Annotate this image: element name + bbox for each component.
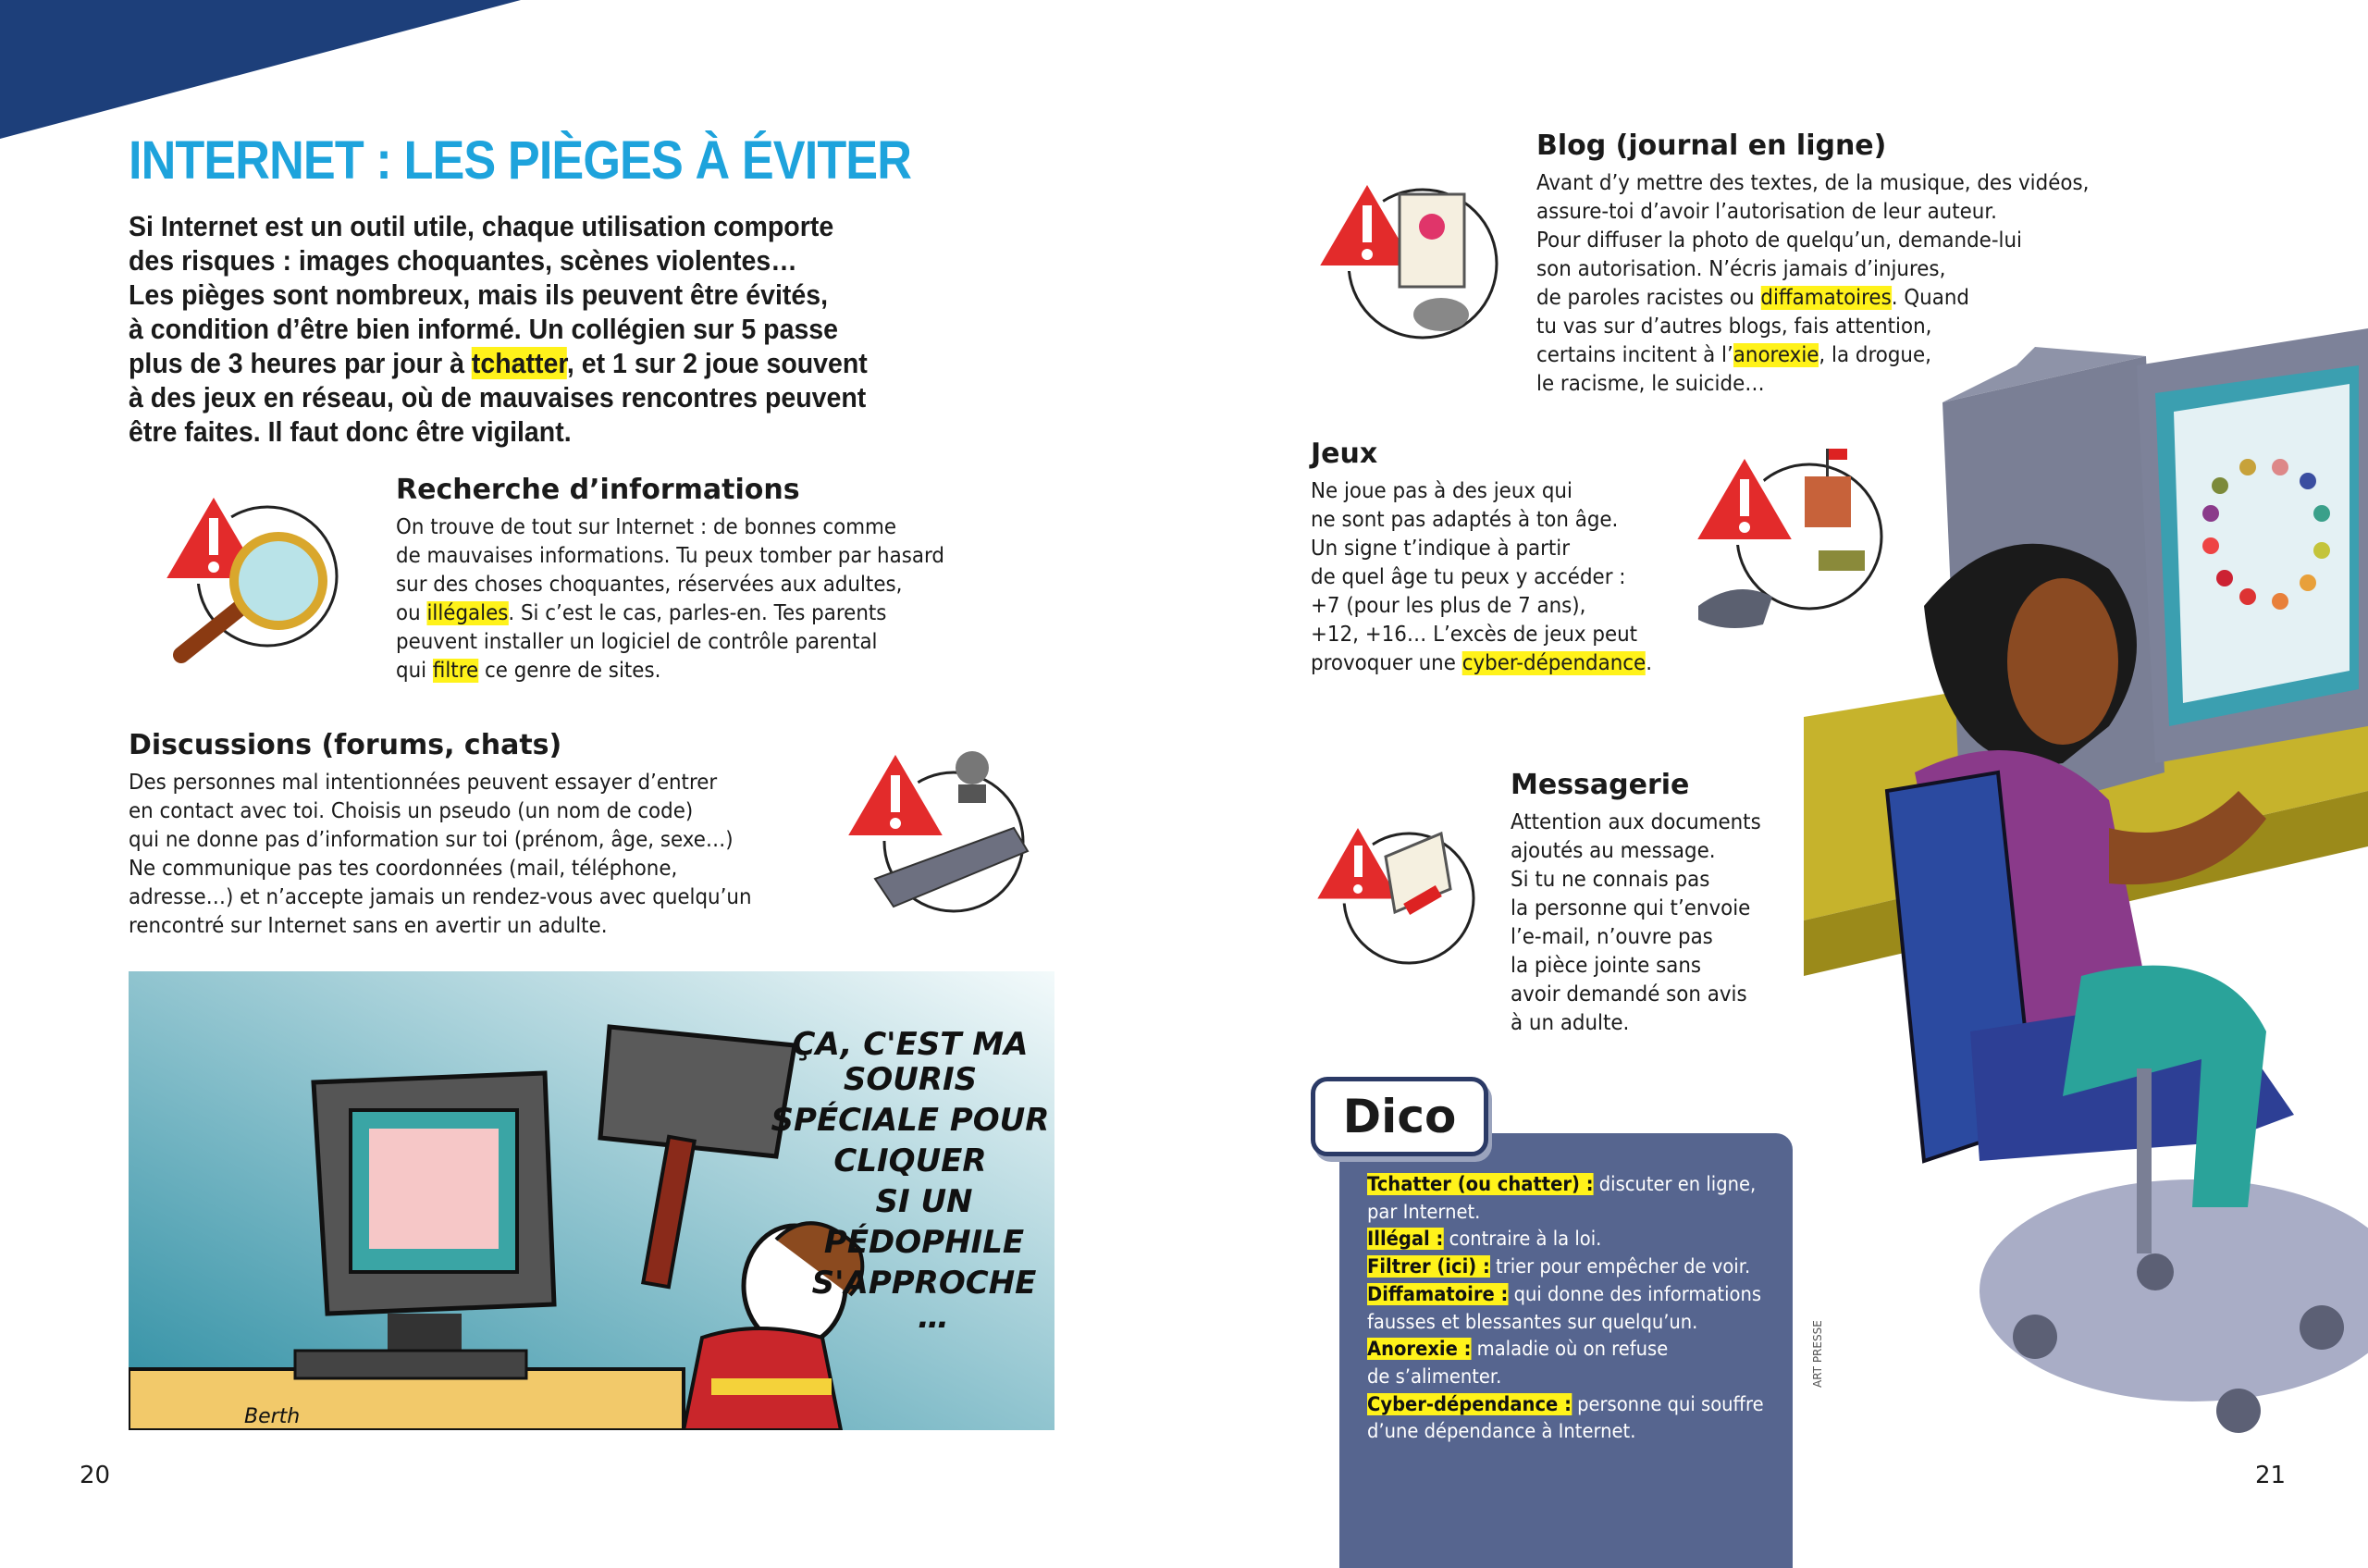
- glossary-term: Illégal :: [1367, 1228, 1444, 1251]
- glossary-entry: [1367, 1391, 1764, 1419]
- text-line: [1311, 477, 1652, 506]
- text-segment: être faites. Il faut donc être vigilant.: [129, 415, 572, 448]
- text-line: [129, 209, 868, 243]
- text-messagerie: [1511, 809, 1761, 1038]
- text-segment: ajoutés au message.: [1511, 839, 1716, 863]
- text-line: [1311, 592, 1652, 621]
- glossary-entry: [1367, 1253, 1755, 1281]
- text-line: [1536, 227, 2089, 255]
- glossary-entry: [1367, 1171, 1755, 1199]
- text-segment: la pièce jointe sans: [1511, 954, 1702, 978]
- glossary-definition: trier pour empêcher de voir.: [1489, 1255, 1751, 1278]
- text-line: [1536, 198, 2089, 227]
- glossary-term: Tchatter (ou chatter) :: [1367, 1173, 1594, 1195]
- highlighted-term: tchatter: [471, 347, 567, 379]
- text-segment: avoir demandé son avis: [1511, 982, 1747, 1006]
- glossary-definition: qui donne des informations: [1508, 1282, 1762, 1305]
- text-line: [1511, 895, 1761, 923]
- heading-messagerie: Messagerie: [1511, 769, 1690, 801]
- text-segment: le racisme, le suicide…: [1536, 372, 1765, 396]
- photo-credit: ART PRESSE: [1811, 1320, 1824, 1388]
- text-line: [129, 380, 868, 414]
- glossary-definition-cont: de s’alimenter.: [1367, 1364, 1502, 1388]
- text-segment: , la drogue,: [1819, 343, 1931, 367]
- heading-blog: Blog (journal en ligne): [1536, 130, 1887, 162]
- text-segment: assure-toi d’avoir l’autorisation de leur auteur.: [1536, 200, 1997, 224]
- highlighted-term: anorexie: [1733, 343, 1819, 367]
- speech-line: CLIQUER: [833, 1142, 987, 1179]
- speech-line: SI UN: [875, 1183, 973, 1220]
- text-line: [1511, 809, 1761, 837]
- warning-journal-icon: [1312, 176, 1506, 352]
- text-line: [396, 628, 944, 657]
- text-segment: à des jeux en réseau, où de mauvaises rencontres peuvent: [129, 381, 867, 414]
- text-line: [396, 513, 944, 542]
- text-segment: des risques : images choquantes, scènes violentes…: [129, 244, 797, 277]
- cartoon-signature: Berth: [244, 1405, 301, 1428]
- glossary-term: Filtrer (ici) :: [1367, 1255, 1490, 1278]
- text-segment: de quel âge tu peux y accéder :: [1311, 565, 1626, 589]
- text-segment: Avant d’y mettre des textes, de la musique, des vidéos,: [1536, 171, 2090, 195]
- text-segment: +7 (pour les plus de 7 ans),: [1311, 594, 1586, 618]
- text-line: [129, 769, 752, 797]
- warning-keyboard-webcam-icon: [838, 740, 1042, 925]
- text-line: [129, 883, 752, 912]
- text-segment: plus de 3 heures par jour à: [129, 347, 472, 379]
- text-segment: adresse…) et n’accepte jamais un rendez-vous avec quelqu’un: [129, 885, 752, 909]
- text-line: [129, 826, 752, 855]
- glossary-term: Cyber-dépendance :: [1367, 1392, 1572, 1415]
- text-recherche: [396, 513, 944, 685]
- heading-jeux: Jeux: [1311, 438, 1378, 470]
- warning-mail-icon: [1312, 820, 1478, 977]
- speech-line: SOURIS: [843, 1061, 978, 1098]
- text-segment: Pour diffuser la photo de quelqu’un, demande-lui: [1536, 228, 2022, 253]
- text-line: [1311, 506, 1652, 535]
- text-line: [396, 542, 944, 571]
- text-segment: Si tu ne connais pas: [1511, 868, 1710, 892]
- text-line: [129, 312, 868, 346]
- text-line: [1311, 535, 1652, 563]
- glossary-definition: personne qui souffre: [1571, 1392, 1764, 1415]
- text-segment: son autorisation. N’écris jamais d’injures,: [1536, 257, 1946, 281]
- text-discussions: [129, 769, 752, 941]
- text-segment: Ne joue pas à des jeux qui: [1311, 479, 1572, 503]
- text-segment: sur des choses choquantes, réservées aux adultes,: [396, 573, 903, 597]
- text-line: [129, 278, 868, 312]
- text-segment: la personne qui t’envoie: [1511, 896, 1751, 920]
- text-segment: à un adulte.: [1511, 1011, 1630, 1035]
- glossary-label: Dico: [1311, 1077, 1488, 1156]
- speech-line: S'APPROCHE: [811, 1265, 1037, 1302]
- text-segment: Ne communique pas tes coordonnées (mail, téléphone,: [129, 857, 678, 881]
- glossary-definition-cont: par Internet.: [1367, 1200, 1481, 1223]
- text-line: [1311, 563, 1652, 592]
- cartoon-illustration: [129, 971, 1054, 1430]
- text-segment: de mauvaises informations. Tu peux tomber par hasard: [396, 544, 944, 568]
- speech-line: SPÉCIALE POUR: [771, 1102, 1050, 1139]
- text-line: [1536, 284, 2089, 313]
- text-line: [1511, 952, 1761, 981]
- highlighted-term: filtre: [432, 659, 479, 683]
- page-title: INTERNET : LES PIÈGES À ÉVITER: [129, 130, 912, 191]
- page-number-left: 20: [80, 1462, 111, 1489]
- speech-line: ÇA, C'EST MA: [792, 1026, 1029, 1063]
- text-segment: en contact avec toi. Choisis un pseudo (un nom de code): [129, 799, 694, 823]
- text-segment: Les pièges sont nombreux, mais ils peuvent être évités,: [129, 278, 829, 311]
- corner-banner: [0, 0, 521, 139]
- glossary-definition: discuter en ligne,: [1593, 1173, 1757, 1195]
- text-segment: rencontré sur Internet sans en avertir un adulte.: [129, 914, 608, 938]
- text-segment: qui ne donne pas d’information sur toi (prénom, âge, sexe…): [129, 828, 734, 852]
- text-line: [129, 797, 752, 826]
- text-line: [1511, 866, 1761, 895]
- glossary-definition-cont: fausses et blessantes sur quelqu’un.: [1367, 1310, 1698, 1333]
- glossary-entry: [1367, 1336, 1755, 1364]
- text-segment: +12, +16… L’excès de jeux peut: [1311, 623, 1638, 647]
- speech-line: …: [918, 1299, 949, 1336]
- glossary-entry: [1367, 1281, 1762, 1309]
- text-segment: peuvent installer un logiciel de contrôle parental: [396, 630, 878, 654]
- text-line: [1311, 649, 1652, 678]
- text-segment: provoquer une: [1311, 651, 1462, 675]
- text-segment: à condition d’être bien informé. Un collégien sur 5 passe: [129, 313, 839, 345]
- text-line: [1511, 837, 1761, 866]
- text-segment: ou: [396, 601, 427, 625]
- text-segment: ne sont pas adaptés à ton âge.: [1311, 508, 1619, 532]
- page-number-right: 21: [2255, 1462, 2287, 1489]
- text-jeux: [1311, 477, 1652, 678]
- text-segment: l’e-mail, n’ouvre pas: [1511, 925, 1713, 949]
- text-line: [129, 243, 868, 278]
- text-line: [129, 855, 752, 883]
- text-line: [1511, 923, 1761, 952]
- text-line: [1311, 621, 1652, 649]
- text-segment: . Quand: [1891, 286, 1969, 310]
- glossary-definition-cont: d’une dépendance à Internet.: [1367, 1420, 1636, 1443]
- child-at-computer-illustration: [1804, 328, 2368, 1512]
- glossary-definition: contraire à la loi.: [1443, 1228, 1602, 1251]
- text-line: [129, 414, 868, 449]
- heading-discussions: Discussions (forums, chats): [129, 729, 562, 761]
- text-segment: Attention aux documents: [1511, 810, 1761, 834]
- text-segment: . Si c’est le cas, parles-en. Tes parents: [508, 601, 887, 625]
- heading-recherche: Recherche d’informations: [396, 474, 800, 506]
- highlighted-term: cyber-dépendance: [1462, 651, 1646, 675]
- text-line: [1511, 1009, 1761, 1038]
- glossary-entries: [1367, 1171, 1764, 1446]
- text-segment: On trouve de tout sur Internet : de bonnes comme: [396, 515, 897, 539]
- highlighted-term: illégales: [426, 601, 509, 625]
- text-segment: qui: [396, 659, 433, 683]
- intro-paragraph: [129, 209, 868, 449]
- glossary-term: Anorexie :: [1367, 1338, 1472, 1361]
- text-segment: certains incitent à l’: [1536, 343, 1733, 367]
- glossary-entry: [1367, 1226, 1755, 1253]
- text-line: [1511, 981, 1761, 1009]
- text-segment: .: [1646, 651, 1652, 675]
- text-line: [1536, 169, 2089, 198]
- warning-magnifier-icon: [158, 488, 343, 673]
- text-line: [129, 912, 752, 941]
- text-segment: , et 1 sur 2 joue souvent: [566, 347, 868, 379]
- text-line: [1536, 255, 2089, 284]
- glossary-definition: maladie où on refuse: [1471, 1338, 1669, 1361]
- speech-line: PÉDOPHILE: [823, 1224, 1025, 1261]
- text-segment: Des personnes mal intentionnées peuvent essayer d’entrer: [129, 771, 718, 795]
- text-line: [396, 571, 944, 599]
- text-segment: ce genre de sites.: [478, 659, 661, 683]
- text-segment: Un signe t’indique à partir: [1311, 537, 1571, 561]
- text-segment: Si Internet est un outil utile, chaque utilisation comporte: [129, 210, 834, 242]
- text-line: [396, 599, 944, 628]
- text-line: [396, 657, 944, 685]
- glossary-term: Diffamatoire :: [1367, 1282, 1509, 1305]
- text-line: [129, 346, 868, 380]
- highlighted-term: diffamatoires: [1760, 286, 1892, 310]
- text-segment: de paroles racistes ou: [1536, 286, 1761, 310]
- text-segment: tu vas sur d’autres blogs, fais attention,: [1536, 315, 1932, 339]
